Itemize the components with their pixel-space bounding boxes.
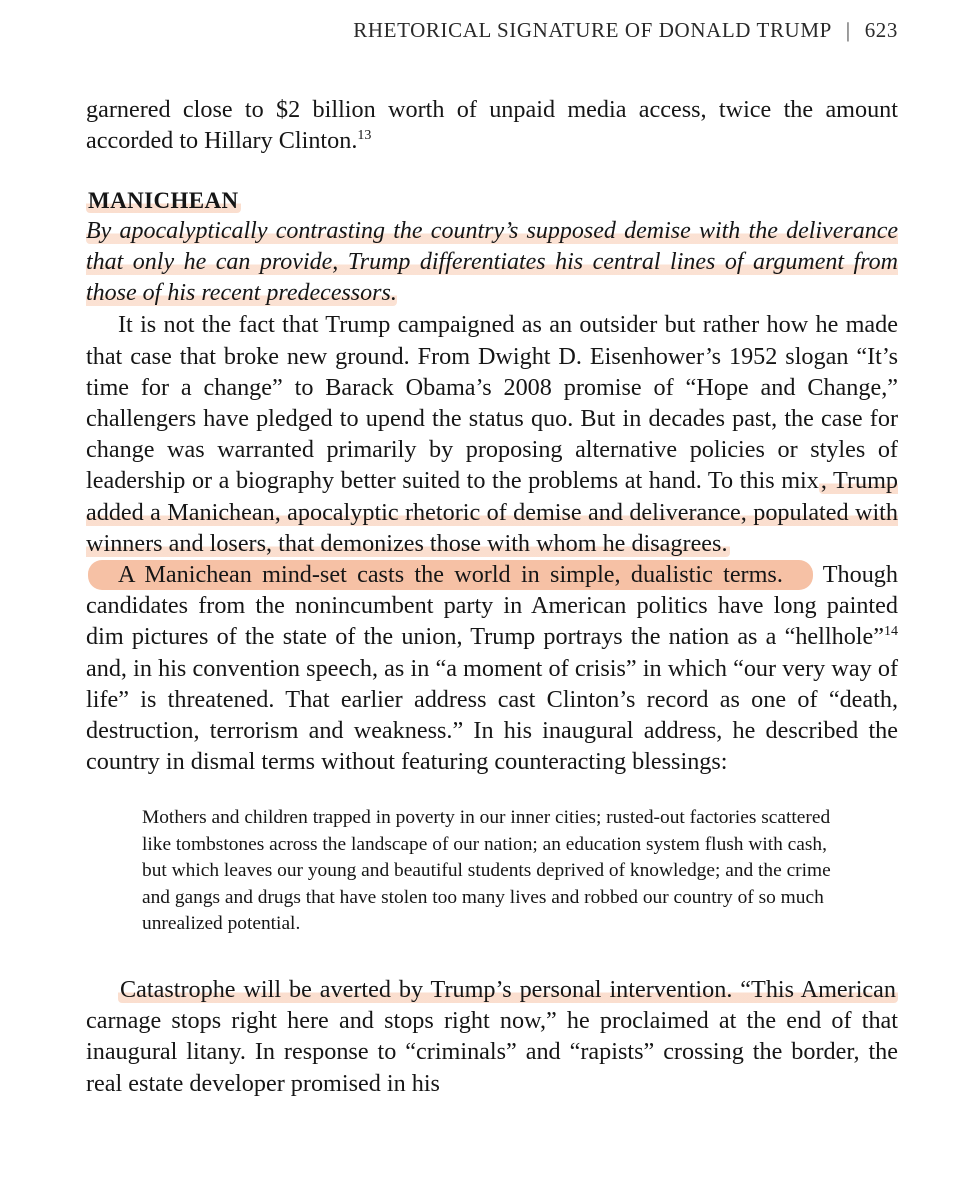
section-lede (86, 216, 898, 309)
running-head (353, 18, 898, 43)
page-number: 623 (864, 18, 898, 42)
footnote-ref-13: 13 (357, 128, 372, 144)
paragraph-text: It is not the fact that Trump campaigned as an outsider but rather how he made that case that broke new ground. From Dwight D. Eisenhower’s 1952 slogan “It’s time for a change” to Barack Obama’s 2008 promise of “Hope and Change,” challengers have pledged to upend the status quo. But in decades past, the case for change was warranted primarily by proposing alternative policies or styles of leadership or a biography better suited to the problems at hand. To this mix (86, 311, 898, 495)
running-head-title: RHETORICAL SIGNATURE OF DONALD TRUMP (353, 18, 832, 42)
highlighted-text: Catastrophe will be averted by Trump’s personal intervention. “This American (120, 975, 896, 1003)
paragraph-text: Though candidates from the nonincumbent party in American politics have long painted dim pictures of the state of the union, Trump portrays the nation as a “hellhole” (86, 561, 898, 651)
section-heading-text: MANICHEAN (88, 188, 239, 214)
paragraph (86, 974, 898, 1099)
paragraph (86, 309, 898, 559)
block-quote (142, 805, 842, 938)
paragraph-continued (86, 94, 898, 156)
paragraph-text: garnered close to $2 billion worth of unpaid media access, twice the amount accorded to Hillary Clinton. (86, 96, 898, 155)
paragraph-text: and, in his convention speech, as in “a moment of crisis” in which “our very way of life” is threatened. That earlier address cast Clinton’s record as one of “death, destruction, terrorism and weakness.” In his inaugural address, he described the country in dismal terms without featuring counteracting blessings: (86, 654, 898, 776)
footnote-ref-14: 14 (884, 624, 898, 640)
highlighted-sentence: A Manichean mind-set casts the world in simple, dualistic terms. (88, 560, 813, 590)
highlighted-text: , Trump added a Manichean, apocalyptic rhetoric of demise and deliverance, populated with winners and losers, that demonizes those with whom he disagrees. (86, 467, 899, 557)
body-text (86, 94, 898, 1099)
section-lede-text: By apocalyptically contrasting the country’s supposed demise with the deliverance that only he can provide, Trump differentiates his central lines of argument from those of his recent predecessors. (86, 218, 898, 307)
section-heading (86, 186, 898, 216)
paragraph (86, 559, 898, 777)
block-quote-text: Mothers and children trapped in poverty in our inner cities; rusted-out factories scattered like tombstones across the landscape of our nation; an education system flush with cash, but which leaves our young and beautiful students deprived of knowledge; and the crime and gangs and drugs that have stolen too many lives and robbed our country of so much unrealized potential. (142, 807, 831, 935)
running-head-separator: | (845, 18, 851, 42)
paragraph-text: carnage stops right here and stops right now,” he proclaimed at the end of that inaugural litany. In response to “criminals” and “rapists” crossing the border, the real estate developer promised in his (86, 1007, 898, 1097)
